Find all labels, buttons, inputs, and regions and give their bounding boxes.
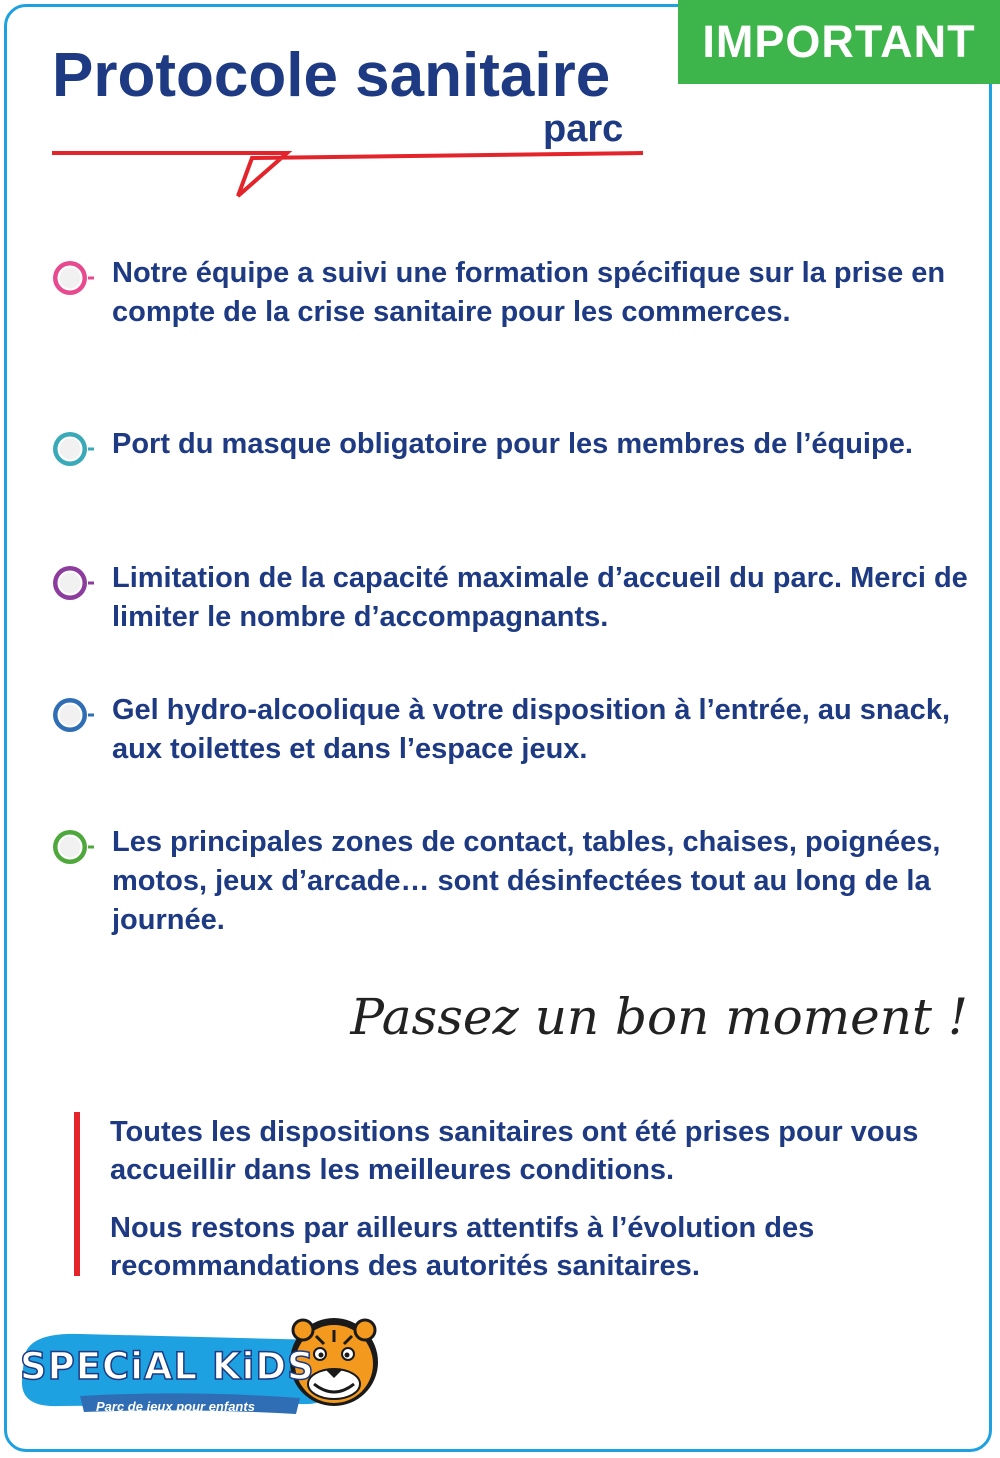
note-paragraph: Nous restons par ailleurs attentifs à l’évolution des recommandations des autorités sanitaires. bbox=[110, 1212, 815, 1282]
page-title: Protocole sanitaire bbox=[52, 41, 611, 110]
logo-tagline: Parc de jeux pour enfants bbox=[96, 1399, 255, 1414]
signoff-message: Passez un bon moment ! bbox=[350, 988, 968, 1046]
page-subtitle: parc bbox=[543, 108, 624, 150]
protocol-item-text: Gel hydro-alcoolique à votre disposition à l’entrée, au snack, aux toilettes et dans l’espace jeux. bbox=[112, 694, 950, 765]
protocol-item-text: Les principales zones de contact, tables, chaises, poignées, motos, jeux d’arcade… sont désinfectées tout au long de la journée. bbox=[112, 826, 941, 936]
logo-wordmark: SPECiAL KiDS bbox=[20, 1345, 315, 1388]
bullet-icon bbox=[48, 429, 98, 469]
protocol-item-text: Notre équipe a suivi une formation spécifique sur la prise en compte de la crise sanitaire pour les commerces. bbox=[112, 257, 946, 328]
protocol-item-text: Port du masque obligatoire pour les membres de l’équipe. bbox=[112, 428, 913, 460]
protocol-item-text: Limitation de la capacité maximale d’accueil du parc. Merci de limiter le nombre d’accompagnants. bbox=[112, 562, 968, 633]
speech-bubble-underline bbox=[0, 0, 700, 210]
important-badge: IMPORTANT bbox=[678, 0, 1000, 84]
bullet-icon bbox=[48, 258, 98, 298]
bullet-icon bbox=[48, 827, 98, 867]
bullet-icon bbox=[48, 695, 98, 735]
note-accent-bar bbox=[74, 1112, 80, 1276]
bullet-icon bbox=[48, 563, 98, 603]
note-paragraph: Toutes les dispositions sanitaires ont été prises pour vous accueillir dans les meilleures conditions. bbox=[110, 1116, 919, 1186]
